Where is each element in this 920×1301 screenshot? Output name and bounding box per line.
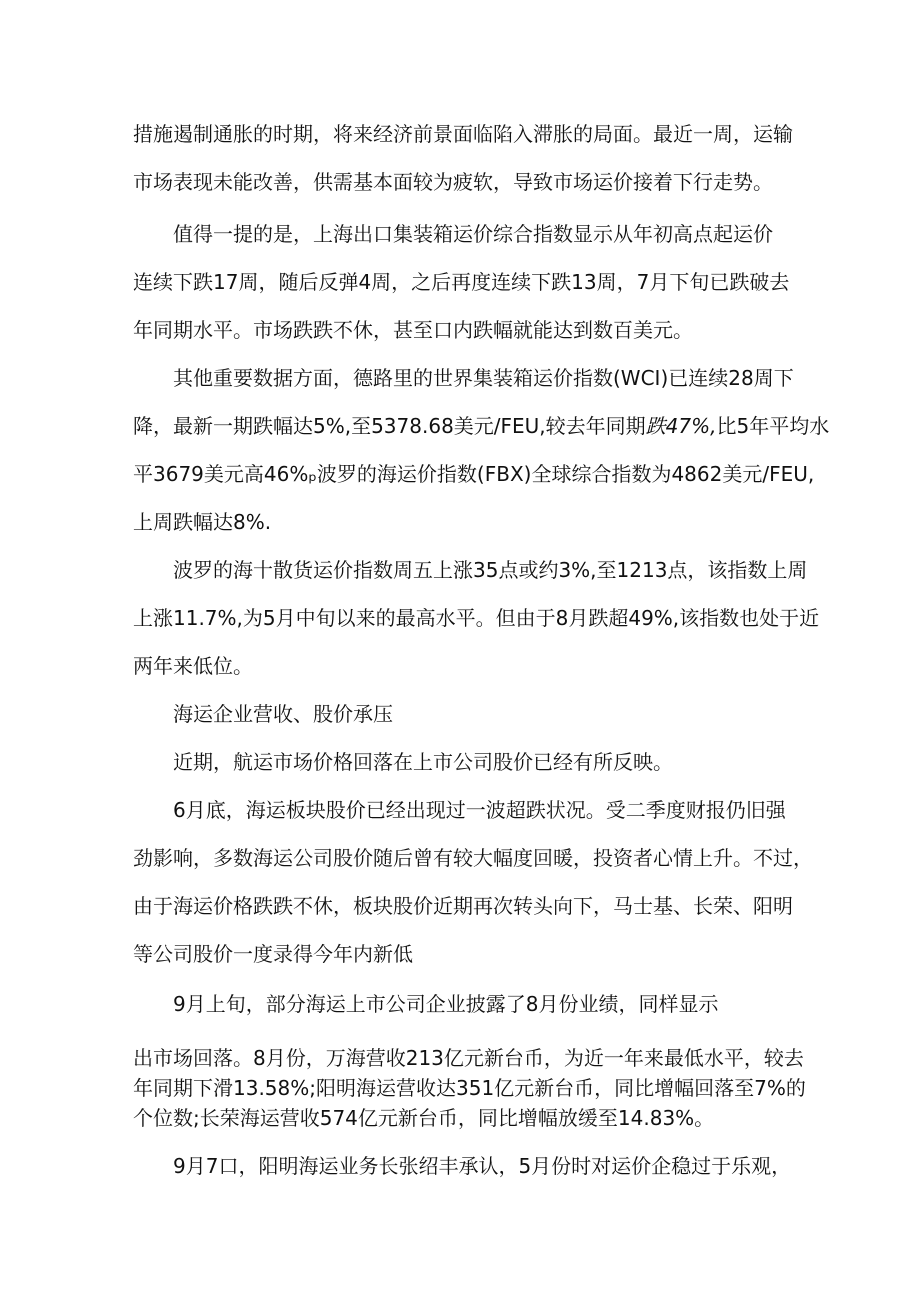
paragraph-5 xyxy=(133,738,793,786)
section-heading xyxy=(133,690,793,738)
text-line: 平3679美元高46%ₚ波罗的海运价指数(FBX)全球综合指数为4862美元/FEU, xyxy=(133,462,815,486)
italic-text-segment: 跌47%, xyxy=(645,414,717,438)
text-line: 等公司股价一度录得今年内新低 xyxy=(133,942,413,966)
paragraph-3 xyxy=(133,354,830,546)
text-line: 6月底，海运板块股价已经出现过一波超跌状况。受二季度财报仍旧强 xyxy=(173,798,786,822)
text-segment: 比5年平均水 xyxy=(716,414,830,438)
text-line: 年同期下滑13.58%;阳明海运营收达351亿元新台币，同比增幅回落至7%的 xyxy=(133,1076,806,1100)
text-line: 出市场回落。8月份，万海营收213亿元新台币，为近一年来最低水平，较去 xyxy=(133,1046,804,1070)
text-line: 措施遏制通胀的时期，将来经济前景面临陷入滞胀的局面。最近一周，运输 xyxy=(133,122,793,146)
text-line: 近期，航运市场价格回落在上市公司股价已经有所反映。 xyxy=(173,750,673,774)
paragraph-7 xyxy=(133,980,793,1028)
text-line: 个位数;长荣海运营收574亿元新台币，同比增幅放缓至14.83%。 xyxy=(133,1106,715,1130)
paragraph-4 xyxy=(133,546,820,690)
heading-text: 海运企业营收、股价承压 xyxy=(173,702,393,726)
text-line: 上周跌幅达8%. xyxy=(133,510,272,534)
text-line: 9月7口，阳明海运业务长张绍丰承认，5月份时对运价企稳过于乐观， xyxy=(173,1154,792,1178)
text-line: 市场表现未能改善，供需基本面较为疲软，导致市场运价接着下行走势。 xyxy=(133,170,773,194)
text-line: 两年来低位。 xyxy=(133,654,253,678)
paragraph-8 xyxy=(133,1043,806,1133)
text-line xyxy=(133,402,830,450)
paragraph-9 xyxy=(133,1142,793,1190)
text-line: 连续下跌17周，随后反弹4周，之后再度连续下跌13周，7月下旬已跌破去 xyxy=(133,270,790,294)
paragraph-6 xyxy=(133,786,813,978)
text-segment: 降，最新一期跌幅达5%,至5378.68美元/FEU,较去年同期 xyxy=(133,414,646,438)
paragraph-2 xyxy=(133,210,793,354)
text-line: 波罗的海十散货运价指数周五上涨35点或约3%,至1213点，该指数上周 xyxy=(173,558,808,582)
text-line: 劲影响，多数海运公司股价随后曾有较大幅度回暖，投资者心情上升。不过， xyxy=(133,846,813,870)
text-line: 其他重要数据方面，德路里的世界集装箱运价指数(WCI)已连续28周下 xyxy=(173,366,794,390)
text-line: 9月上旬，部分海运上市公司企业披露了8月份业绩，同样显示 xyxy=(173,992,719,1016)
paragraph-1 xyxy=(133,110,793,206)
text-line: 值得一提的是，上海出口集装箱运价综合指数显示从年初高点起运价 xyxy=(173,222,773,246)
text-line: 上涨11.7%,为5月中旬以来的最高水平。但由于8月跌超49%,该指数也处于近 xyxy=(133,606,820,630)
text-line: 年同期水平。市场跌跌不休，甚至口内跌幅就能达到数百美元。 xyxy=(133,318,693,342)
text-line: 由于海运价格跌跌不休，板块股价近期再次转头向下，马士基、长荣、阳明 xyxy=(133,894,793,918)
